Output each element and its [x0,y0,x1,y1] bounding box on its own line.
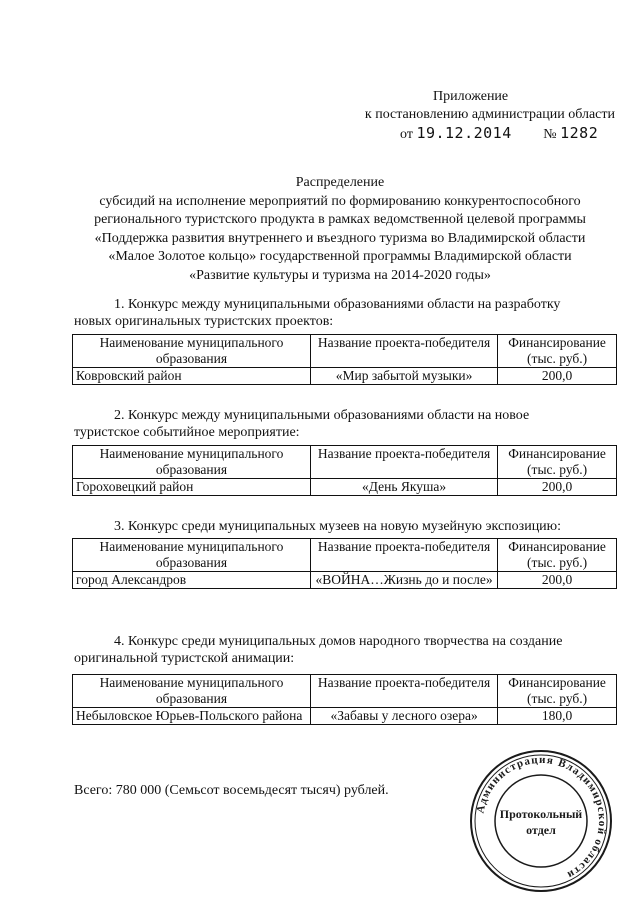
header-project: Название проекта-победителя [310,335,497,368]
section-4-intro: 4. Конкурс среди муниципальных домов народного творчества на создание оригинальной туристской анимации: [74,634,563,666]
header-funding: Финансирование (тыс. руб.) [498,335,617,368]
table-row [73,708,617,725]
table-header-row [73,446,617,479]
cell-municipality: Гороховецкий район [73,479,311,496]
cell-funding: 200,0 [498,368,617,385]
header-municipality: Наименование муниципального образования [73,446,311,479]
appendix-header [330,88,615,144]
decree-number: 1282 [560,124,599,142]
table-header-row [73,675,617,708]
header-municipality: Наименование муниципального образования [73,539,311,572]
header-project: Название проекта-победителя [310,675,497,708]
title-line: Распределение [295,175,385,190]
header-funding: Финансирование (тыс. руб.) [498,675,617,708]
cell-project: «День Якуша» [310,479,497,496]
official-seal-stamp [466,746,616,896]
section-2-intro: 2. Конкурс между муниципальными образованиями области на новое туристское событийное мероприятие: [74,408,530,440]
cell-project: «Мир забытой музыки» [310,368,497,385]
header-municipality: Наименование муниципального образования [73,675,311,708]
appendix-date-number [330,124,615,144]
seal-inner-line2: отдел [526,823,556,837]
section-2-table [72,445,617,496]
decree-date: 19.12.2014 [416,124,512,142]
cell-project: «Забавы у лесного озера» [310,708,497,725]
cell-municipality: Небыловское Юрьев-Польского района [73,708,311,725]
table-row [73,368,617,385]
title-line: «Развитие культуры и туризма на 2014-2020 годы» [189,267,491,283]
cell-funding: 180,0 [498,708,617,725]
document-title [40,174,640,285]
number-label: № [543,127,557,142]
table-row [73,572,617,589]
total-amount: Всего: 780 000 (Семьсот восемьдесят тысяч) рублей. [74,783,389,798]
table-row [73,479,617,496]
from-label: от [400,127,413,142]
section-4-table [72,674,617,725]
cell-municipality: Ковровский район [73,368,311,385]
header-project: Название проекта-победителя [310,446,497,479]
header-funding: Финансирование (тыс. руб.) [498,539,617,572]
title-line: регионального туристского продукта в рамках ведомственной целевой программы [94,212,586,227]
table-header-row [73,335,617,368]
cell-funding: 200,0 [498,479,617,496]
section-3-table [72,538,617,589]
section-1-intro: 1. Конкурс между муниципальными образованиями области на разработку новых оригинальных туристских проектов: [74,297,561,329]
table-header-row [73,539,617,572]
header-project: Название проекта-победителя [310,539,497,572]
appendix-reference: к постановлению администрации области [364,107,615,122]
cell-municipality: город Александров [73,572,311,589]
cell-project: «ВОЙНА…Жизнь до и после» [310,572,497,589]
title-line: «Поддержка развития внутреннего и въездного туризма во Владимирской области [94,230,586,246]
section-3-intro: 3. Конкурс среди муниципальных музеев на новую музейную экспозицию: [114,519,562,534]
appendix-title: Приложение [433,89,509,104]
cell-funding: 200,0 [498,572,617,589]
header-funding: Финансирование (тыс. руб.) [498,446,617,479]
title-line: «Малое Золотое кольцо» государственной программы Владимирской области [108,249,572,264]
title-line: субсидий на исполнение мероприятий по формированию конкурентоспособного [99,193,581,209]
seal-inner-line1: Протокольный [499,807,583,821]
seal-ring-text: Администрация Владимирской области [474,753,609,882]
section-1-table [72,334,617,385]
header-municipality: Наименование муниципального образования [73,335,311,368]
